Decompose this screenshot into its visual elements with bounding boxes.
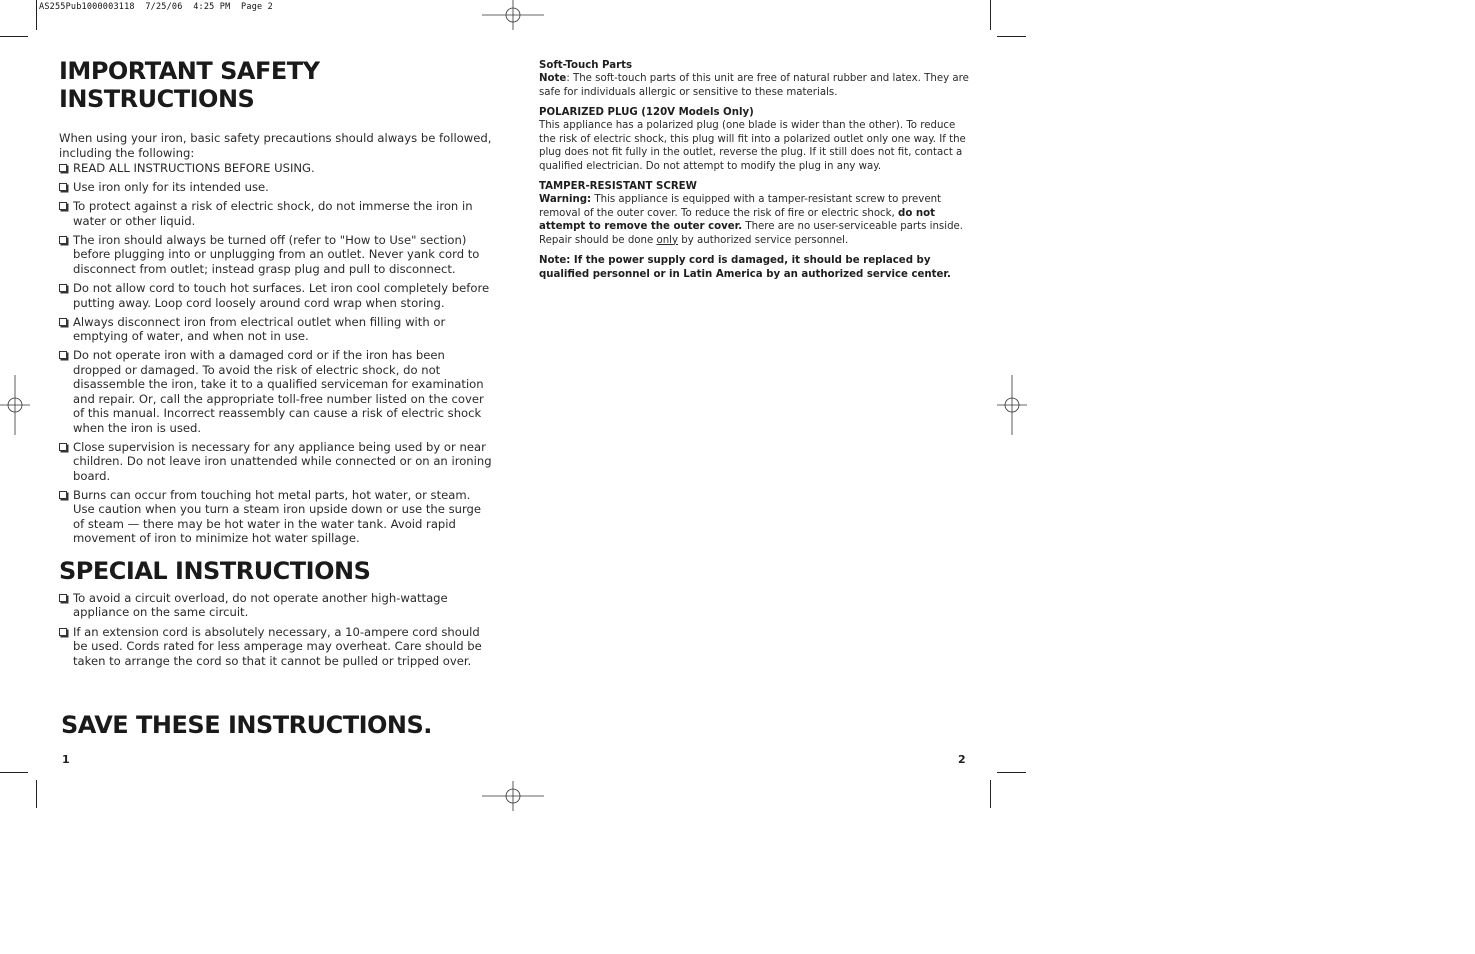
special-item: If an extension cord is absolutely necessary, a 10-ampere cord should be used. Cords rated for less amperage may overheat. Care should be taken to arrange the cord so that it cannot be pulled or tripped over. — [59, 625, 495, 669]
special-list — [59, 591, 495, 668]
page-number-right: 2 — [958, 753, 966, 766]
crop-mark — [0, 772, 28, 773]
tamper-screw-text: Warning: This appliance is equipped with a tamper-resistant screw to prevent removal of the outer cover. To reduce the risk of fire or electric shock, do not attempt to remove the outer cover. There are no user-serviceable parts inside. Repair should be done only by authorized service personnel. — [539, 194, 964, 246]
safety-title — [59, 57, 495, 113]
safety-item: Do not operate iron with a damaged cord or if the iron has been dropped or damaged. To avoid the risk of electric shock, do not disassemble the iron, take it to a qualified serviceman for examination and repair. Or, call the appropriate toll-free number listed on the cover of this manual. Incorrect reassembly can cause a risk of electric shock when the iron is used. — [59, 348, 495, 435]
crop-mark — [0, 36, 28, 37]
safety-item: Close supervision is necessary for any appliance being used by or near children. Do not leave iron unattended while connected or on an ironing board. — [59, 440, 495, 484]
safety-item: Always disconnect iron from electrical outlet when filling with or emptying of water, and when not in use. — [59, 315, 495, 344]
checkbox-bullet-icon — [59, 318, 67, 326]
safety-list — [59, 161, 495, 546]
registration-mark-right — [997, 375, 1027, 435]
checkbox-bullet-icon — [59, 594, 67, 602]
checkbox-bullet-icon — [59, 628, 67, 636]
registration-mark-top — [482, 0, 544, 30]
crop-mark — [997, 772, 1026, 773]
print-slug: AS255Pub1000003118 7/25/06 4:25 PM Page 2 — [39, 2, 273, 12]
special-title: SPECIAL INSTRUCTIONS — [59, 556, 371, 585]
left-page — [59, 57, 495, 668]
checkbox-bullet-icon — [59, 202, 67, 210]
checkbox-bullet-icon — [59, 183, 67, 191]
safety-title-line-2: INSTRUCTIONS — [59, 85, 255, 113]
checkbox-bullet-icon — [59, 351, 67, 359]
checkbox-bullet-icon — [59, 164, 67, 172]
tamper-screw-section — [539, 180, 969, 247]
checkbox-bullet-icon — [59, 236, 67, 244]
soft-touch-section — [539, 59, 969, 99]
crop-mark — [36, 0, 37, 30]
safety-item: READ ALL INSTRUCTIONS BEFORE USING. — [59, 161, 495, 176]
safety-item: Do not allow cord to touch hot surfaces. Let iron cool completely before putting away. Loop cord loosely around cord wrap when storing. — [59, 281, 495, 310]
checkbox-bullet-icon — [59, 443, 67, 451]
page-number-left: 1 — [62, 753, 70, 766]
cord-note-section — [539, 254, 969, 281]
safety-item: The iron should always be turned off (refer to "How to Use" section) before plugging into or unplugging from an outlet. Never yank cord to disconnect from outlet; instead grasp plug and pull to disconnect. — [59, 233, 495, 277]
safety-item: Use iron only for its intended use. — [59, 180, 495, 195]
right-page — [539, 59, 969, 281]
save-instructions-title: SAVE THESE INSTRUCTIONS. — [61, 711, 432, 739]
crop-mark — [990, 0, 991, 30]
safety-title-line-1: IMPORTANT SAFETY — [59, 57, 320, 85]
polarized-plug-text: This appliance has a polarized plug (one blade is wider than the other). To reduce the risk of electric shock, this plug will fit into a polarized outlet only one way. If the plug does not fit fully in the outlet, reverse the plug. If it still does not fit, contact a qualified electrician. Do not attempt to modify the plug in any way. — [539, 120, 966, 172]
soft-touch-heading: Soft-Touch Parts — [539, 60, 633, 71]
soft-touch-text: Note: The soft-touch parts of this unit are free of natural rubber and latex. They are safe for individuals allergic or sensitive to these materials. — [539, 73, 969, 98]
checkbox-bullet-icon — [59, 491, 67, 499]
polarized-plug-heading: POLARIZED PLUG (120V Models Only) — [539, 107, 754, 118]
polarized-plug-section — [539, 106, 969, 173]
crop-mark — [36, 780, 37, 808]
safety-item: To protect against a risk of electric shock, do not immerse the iron in water or other liquid. — [59, 199, 495, 228]
safety-intro: When using your iron, basic safety precautions should always be followed, including the following: — [59, 131, 492, 160]
tamper-screw-heading: TAMPER-RESISTANT SCREW — [539, 181, 697, 192]
registration-mark-left — [0, 375, 30, 435]
safety-item: Burns can occur from touching hot metal parts, hot water, or steam. Use caution when you turn a steam iron upside down or use the surge of steam — there may be hot water in the water tank. Avoid rapid movement of iron to minimize hot water spillage. — [59, 488, 495, 546]
cord-note: Note: If the power supply cord is damaged, it should be replaced by qualified personnel or in Latin America by an authorized service center. — [539, 255, 951, 280]
special-item: To avoid a circuit overload, do not operate another high-wattage appliance on the same circuit. — [59, 591, 495, 620]
crop-mark — [990, 780, 991, 808]
registration-mark-bottom — [482, 781, 544, 811]
crop-mark — [997, 36, 1026, 37]
checkbox-bullet-icon — [59, 284, 67, 292]
